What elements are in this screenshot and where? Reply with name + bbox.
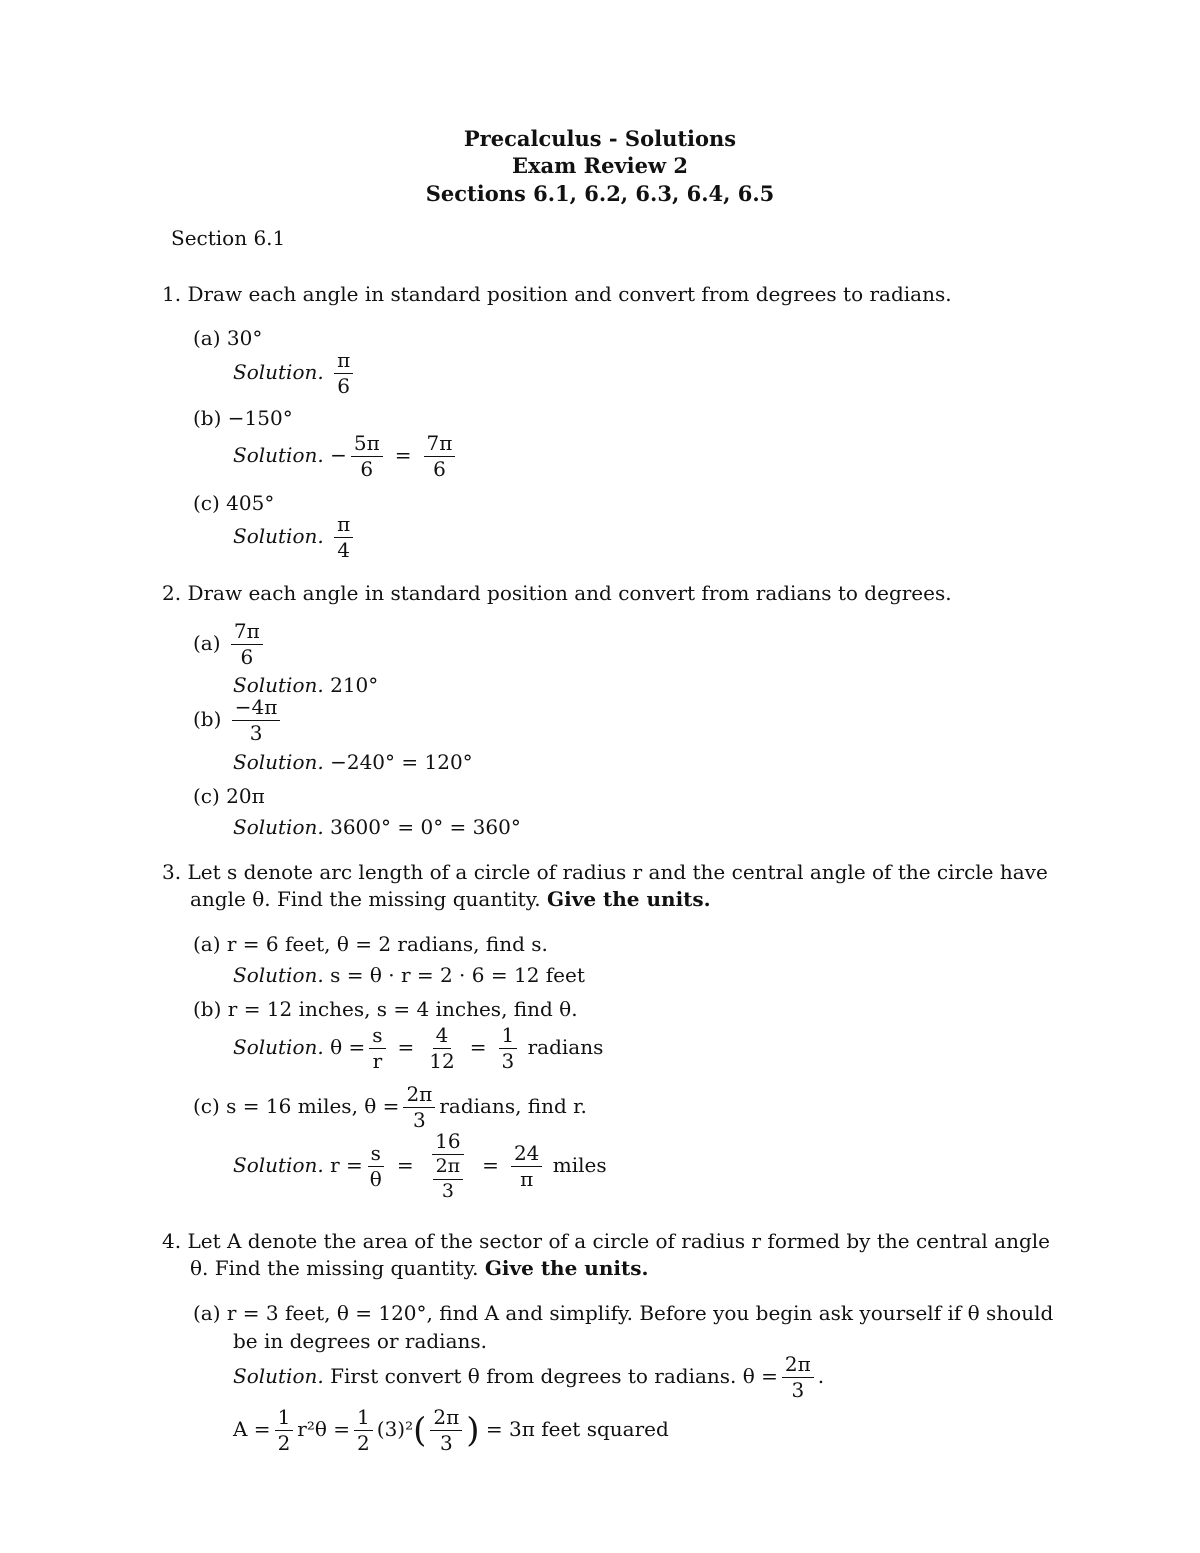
denominator: θ <box>369 1166 382 1191</box>
q1-part-b <box>193 406 293 430</box>
part-text: r = 6 feet, θ = 2 radians, find s. <box>226 932 548 956</box>
denominator: 3 <box>441 1179 454 1202</box>
numerator: 7π <box>424 433 456 457</box>
part-label: (a) <box>193 1301 221 1325</box>
solution-label: Solution. <box>233 1152 324 1177</box>
denominator: 6 <box>240 645 254 669</box>
part-label: (a) <box>193 932 221 956</box>
solution-label: Solution. <box>233 815 324 839</box>
q3-part-c <box>193 1084 587 1131</box>
fraction <box>403 1084 435 1131</box>
complex-fraction <box>426 1131 471 1202</box>
fraction <box>367 1140 385 1191</box>
q2-part-b <box>193 697 284 744</box>
denominator: 3 <box>439 1431 453 1455</box>
solution-label: Solution. <box>233 1364 324 1388</box>
part-text: r = 12 inches, s = 4 inches, find θ. <box>227 997 578 1021</box>
part-value: −150° <box>227 406 293 430</box>
denominator: 3 <box>791 1378 805 1402</box>
part-label: (b) <box>193 707 222 731</box>
numerator: s <box>369 1025 385 1049</box>
lhs: r = <box>330 1152 363 1177</box>
q1-a-solution <box>233 350 357 397</box>
numerator: 1 <box>275 1407 294 1431</box>
solution-label: Solution. <box>233 1035 324 1059</box>
q2-part-a <box>193 621 267 668</box>
question-text: angle θ. Find the missing quantity. <box>190 887 541 911</box>
q1-part-a <box>193 326 262 350</box>
part-value: 30° <box>226 326 263 350</box>
part-label: (b) <box>193 997 222 1021</box>
fraction <box>430 1407 462 1454</box>
equals: = <box>394 443 412 467</box>
part-label: (c) <box>193 1094 220 1118</box>
answer: 210° <box>330 673 379 697</box>
term: r²θ = <box>297 1417 351 1441</box>
fraction <box>232 697 281 744</box>
q2-c-solution <box>233 815 521 839</box>
question-2 <box>162 581 952 605</box>
q2-part-c <box>193 784 265 808</box>
question-number: 2. <box>162 581 182 605</box>
numerator: −4π <box>232 697 281 721</box>
part-value: 405° <box>226 491 275 515</box>
numerator: 2π <box>782 1354 814 1378</box>
question-text: Let A denote the area of the sector of a circle of radius r formed by the central angle <box>187 1229 1050 1253</box>
fraction <box>231 621 263 668</box>
answer: s = θ · r = 2 · 6 = 12 feet <box>330 963 585 987</box>
numerator: 7π <box>231 621 263 645</box>
question-4-line-2 <box>190 1256 648 1280</box>
question-number: 1. <box>162 282 182 306</box>
numerator: 24 <box>511 1143 542 1167</box>
term: (3)² <box>376 1417 414 1441</box>
question-text: Draw each angle in standard position and convert from degrees to radians. <box>187 282 952 306</box>
solution-label: Solution. <box>233 750 324 774</box>
part-value: 20π <box>226 784 265 808</box>
unit: radians <box>527 1035 604 1059</box>
fraction <box>499 1025 518 1072</box>
numerator: 16 <box>432 1131 463 1155</box>
question-4 <box>162 1229 1050 1253</box>
unit: miles <box>552 1152 607 1177</box>
part-label: (a) <box>193 631 221 655</box>
fraction <box>433 1157 464 1202</box>
fraction <box>511 1140 542 1191</box>
answer: 3600° = 0° = 360° <box>330 815 521 839</box>
answer: −240° = 120° <box>330 750 473 774</box>
denominator <box>426 1155 471 1202</box>
part-label: (a) <box>193 326 221 350</box>
numerator: 1 <box>499 1025 518 1049</box>
emphasis-text: Give the units. <box>547 887 711 911</box>
q2-a-solution <box>233 673 378 697</box>
numerator: π <box>334 350 353 374</box>
fraction <box>369 1025 385 1072</box>
numerator: π <box>334 514 353 538</box>
question-text: Draw each angle in standard position and convert from radians to degrees. <box>187 581 952 605</box>
solution-label: Solution. <box>233 963 324 987</box>
fraction <box>334 350 353 397</box>
fraction <box>351 433 383 480</box>
q4-a-solution: Solution. First convert θ from degrees to radians. θ = $\frac{2\pi}{3}$ . <box>233 1352 825 1402</box>
document-subtitle: Exam Review 2 <box>511 153 689 178</box>
emphasis-text: Give the units. <box>484 1256 649 1280</box>
question-text: θ. Find the missing quantity. <box>190 1256 479 1280</box>
denominator: 6 <box>433 457 446 481</box>
lhs: θ = <box>330 1035 366 1059</box>
denominator: 6 <box>360 457 374 481</box>
numerator: 2π <box>433 1157 464 1180</box>
part-text: r = 3 feet, θ = 120°, find A and simplify. Before you begin ask yourself if θ should <box>226 1301 1054 1325</box>
q3-part-a <box>193 932 548 956</box>
q1-c-solution <box>233 514 357 561</box>
fraction <box>334 514 353 561</box>
sign: − <box>330 443 347 467</box>
denominator: r <box>372 1049 383 1073</box>
lhs: A = <box>233 1417 271 1441</box>
q4-a-equation: A = $\frac{1}{2}$ r²θ = $\frac{1}{2}$ (3)²( $\frac{2\pi}{3}$ ) = 3π feet squared <box>233 1405 669 1455</box>
numerator: 5π <box>351 433 383 457</box>
document-sections: Sections 6.1, 6.2, 6.3, 6.4, 6.5 <box>425 181 775 206</box>
denominator: 3 <box>249 721 263 745</box>
numerator: 4 <box>433 1025 452 1049</box>
q3-b-solution: Solution. θ = $\frac{s}{r}$ = $\frac{4}{12}$ = $\frac{1}{3}$ radians <box>233 1023 604 1073</box>
fraction <box>354 1407 373 1454</box>
solution-label: Solution. <box>233 443 324 467</box>
q2-b-solution <box>233 750 473 774</box>
denominator: 3 <box>413 1108 426 1132</box>
numerator: 2π <box>403 1084 435 1108</box>
part-label: (c) <box>193 784 220 808</box>
denominator: 12 <box>429 1049 455 1073</box>
solution-text: First convert θ from degrees to radians. θ = <box>330 1364 778 1388</box>
denominator: 3 <box>501 1049 515 1073</box>
part-label: (c) <box>193 491 220 515</box>
solution-label: Solution. <box>233 673 324 697</box>
denominator: 2 <box>357 1431 370 1455</box>
q3-a-solution <box>233 963 585 987</box>
fraction <box>782 1354 814 1401</box>
solution-label: Solution. <box>233 360 324 384</box>
numerator: 2π <box>430 1407 462 1431</box>
question-text: Let s denote arc length of a circle of radius r and the central angle of the circle have <box>187 860 1048 884</box>
denominator: 6 <box>337 374 351 398</box>
result: = 3π feet squared <box>485 1417 669 1441</box>
question-3-line-2 <box>190 887 711 911</box>
q3-c-solution: Solution. r = $\frac{s}{\theta}$ = $\frac{16}{\frac{2\pi}{3}}$ = $\frac{24}{\pi}$ miles <box>233 1129 607 1202</box>
q1-b-solution <box>233 433 459 480</box>
question-number: 3. <box>162 860 182 884</box>
part-text: s = 16 miles, θ = <box>226 1094 400 1118</box>
denominator: 4 <box>337 538 351 562</box>
q3-part-b <box>193 997 578 1021</box>
section-label: Section 6.1 <box>171 226 286 250</box>
solution-label: Solution. <box>233 524 324 548</box>
question-1 <box>162 282 952 306</box>
fraction <box>275 1407 294 1454</box>
part-text: radians, find r. <box>439 1094 587 1118</box>
question-3 <box>162 860 1048 884</box>
q4-part-a-line-2: be in degrees or radians. <box>233 1329 487 1353</box>
q4-part-a <box>193 1301 1053 1325</box>
part-label: (b) <box>193 406 222 430</box>
numerator: 1 <box>354 1407 373 1431</box>
question-number: 4. <box>162 1229 182 1253</box>
q1-part-c <box>193 491 274 515</box>
document-title: Precalculus - Solutions <box>463 126 737 151</box>
numerator: s <box>368 1143 384 1167</box>
fraction <box>424 433 456 480</box>
fraction <box>426 1025 457 1072</box>
denominator: π <box>520 1166 534 1191</box>
denominator: 2 <box>277 1431 291 1455</box>
